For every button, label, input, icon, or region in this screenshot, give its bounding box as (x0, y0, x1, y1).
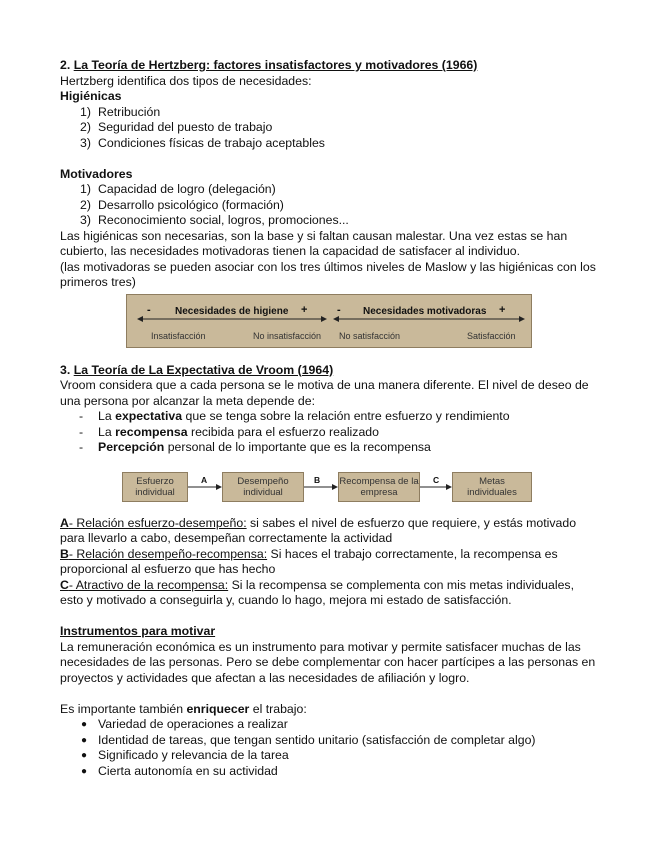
list-item: ● Significado y relevancia de la tarea (81, 748, 289, 762)
vroom-letter-c: C (433, 474, 440, 485)
list-item: ● Cierta autonomía en su actividad (81, 763, 278, 778)
satisfaccion-label: Satisfacción (467, 330, 516, 341)
list-item: 3) Condiciones físicas de trabajo aceptables (80, 135, 325, 150)
no-insatisfaccion-label: No insatisfacción (253, 330, 322, 341)
relation-b: B- Relación desempeño-recompensa: Si haces el trabajo correctamente, la recompensa es proporcional al esfuerzo que has hecho (60, 546, 558, 576)
section3-intro: Vroom considera que a cada persona se le motiva de una manera diferente. El nivel de deseo de una persona por alcanzar la meta depende de: (60, 378, 589, 408)
list-item: 2) Desarrollo psicológico (formación) (80, 197, 284, 212)
relation-a: A- Relación esfuerzo-desempeño: si sabes el nivel de esfuerzo que requiere, y estás motivado para llevarlo a cabo, desempeñan correctamente la actividad (60, 515, 577, 545)
list-item: 2) Seguridad del puesto de trabajo (80, 120, 273, 134)
vroom-box-recompensa: Recompensa de la empresa (338, 472, 420, 502)
plus-sign-left: + (301, 303, 308, 316)
minus-sign-right: - (337, 303, 341, 316)
list-item: 1) Retribución (80, 104, 161, 119)
section2-title: La Teoría de Hertzberg: factores insatisfactores y motivadores (1966) (73, 58, 478, 72)
vroom-letter-b: B (314, 474, 321, 485)
section3-heading: 3. La Teoría de La Expectativa de Vroom (1964) (60, 362, 334, 377)
list-item: ● Identidad de tareas, que tengan sentido unitario (satisfacción de completar algo) (81, 732, 536, 747)
motivadores-heading: Motivadores (60, 166, 133, 181)
vroom-box-desempeno: Desempeño individual (222, 472, 304, 502)
instrumentos-paragraph: La remuneración económica es un instrumento para motivar y permite satisfacer muchas de las necesidades de las personas. Pero se debe complementar con hacer partícipes a las personas en proyectos y actividades que afectan a las necesidades de afiliación y logro. (60, 639, 596, 685)
herzberg-diagram (126, 294, 532, 348)
motivators-label: Necesidades motivadoras (363, 305, 487, 317)
vroom-factors-list (60, 409, 600, 456)
vroom-box-metas: Metas individuales (452, 472, 532, 502)
list-item: - Percepción personal de lo importante que es la recompensa (79, 440, 431, 454)
instrumentos-heading: Instrumentos para motivar (60, 624, 216, 638)
section2-paragraph-1: Las higiénicas son necesarias, son la base y si faltan causan malestar. Una vez estas se han cubierto, las necesidades motivadoras tienen la capacidad de satisfacer al individuo. (60, 228, 568, 258)
section3-title: La Teoría de La Expectativa de Vroom (1964) (73, 362, 334, 377)
list-item: - La expectativa que se tenga sobre la relación entre esfuerzo y rendimiento (79, 409, 510, 423)
enriquecer-line: Es importante también enriquecer el trabajo: (60, 701, 307, 716)
list-item: - La recompensa recibida para el esfuerzo realizado (79, 424, 379, 439)
no-satisfaccion-label: No satisfacción (339, 330, 401, 341)
list-item: ● Variedad de operaciones a realizar (81, 717, 288, 731)
enriquecer-list (60, 717, 600, 779)
insatisfaccion-label: Insatisfacción (151, 330, 206, 341)
section2-paragraph-2: (las motivadoras se pueden asociar con los tres últimos niveles de Maslow y las higiénicas con los primeros tres) (60, 259, 596, 289)
relation-c: C- Atractivo de la recompensa: Si la recompensa se complementa con mis metas individuales, esto y motivado a conseguirla y, cuando lo hago, mejora mi estado de satisfacción. (60, 577, 574, 607)
document-page (60, 58, 600, 779)
list-item: 1) Capacidad de logro (delegación) (80, 182, 276, 196)
minus-sign-left: - (147, 303, 151, 316)
vroom-diagram (60, 470, 600, 506)
higienicas-heading: Higiénicas (60, 89, 122, 103)
vroom-box-esfuerzo: Esfuerzo individual (122, 472, 188, 502)
plus-sign-right: + (499, 303, 506, 316)
section2-intro: Hertzberg identifica dos tipos de necesidades: (60, 73, 312, 88)
hygiene-label: Necesidades de higiene (175, 305, 289, 317)
vroom-letter-a: A (201, 474, 208, 485)
list-item: 3) Reconocimiento social, logros, promociones... (80, 213, 349, 227)
motivadores-list (60, 182, 600, 229)
higienicas-list (60, 105, 600, 152)
section2-heading: 2. La Teoría de Hertzberg: factores insatisfactores y motivadores (1966) (60, 58, 478, 72)
